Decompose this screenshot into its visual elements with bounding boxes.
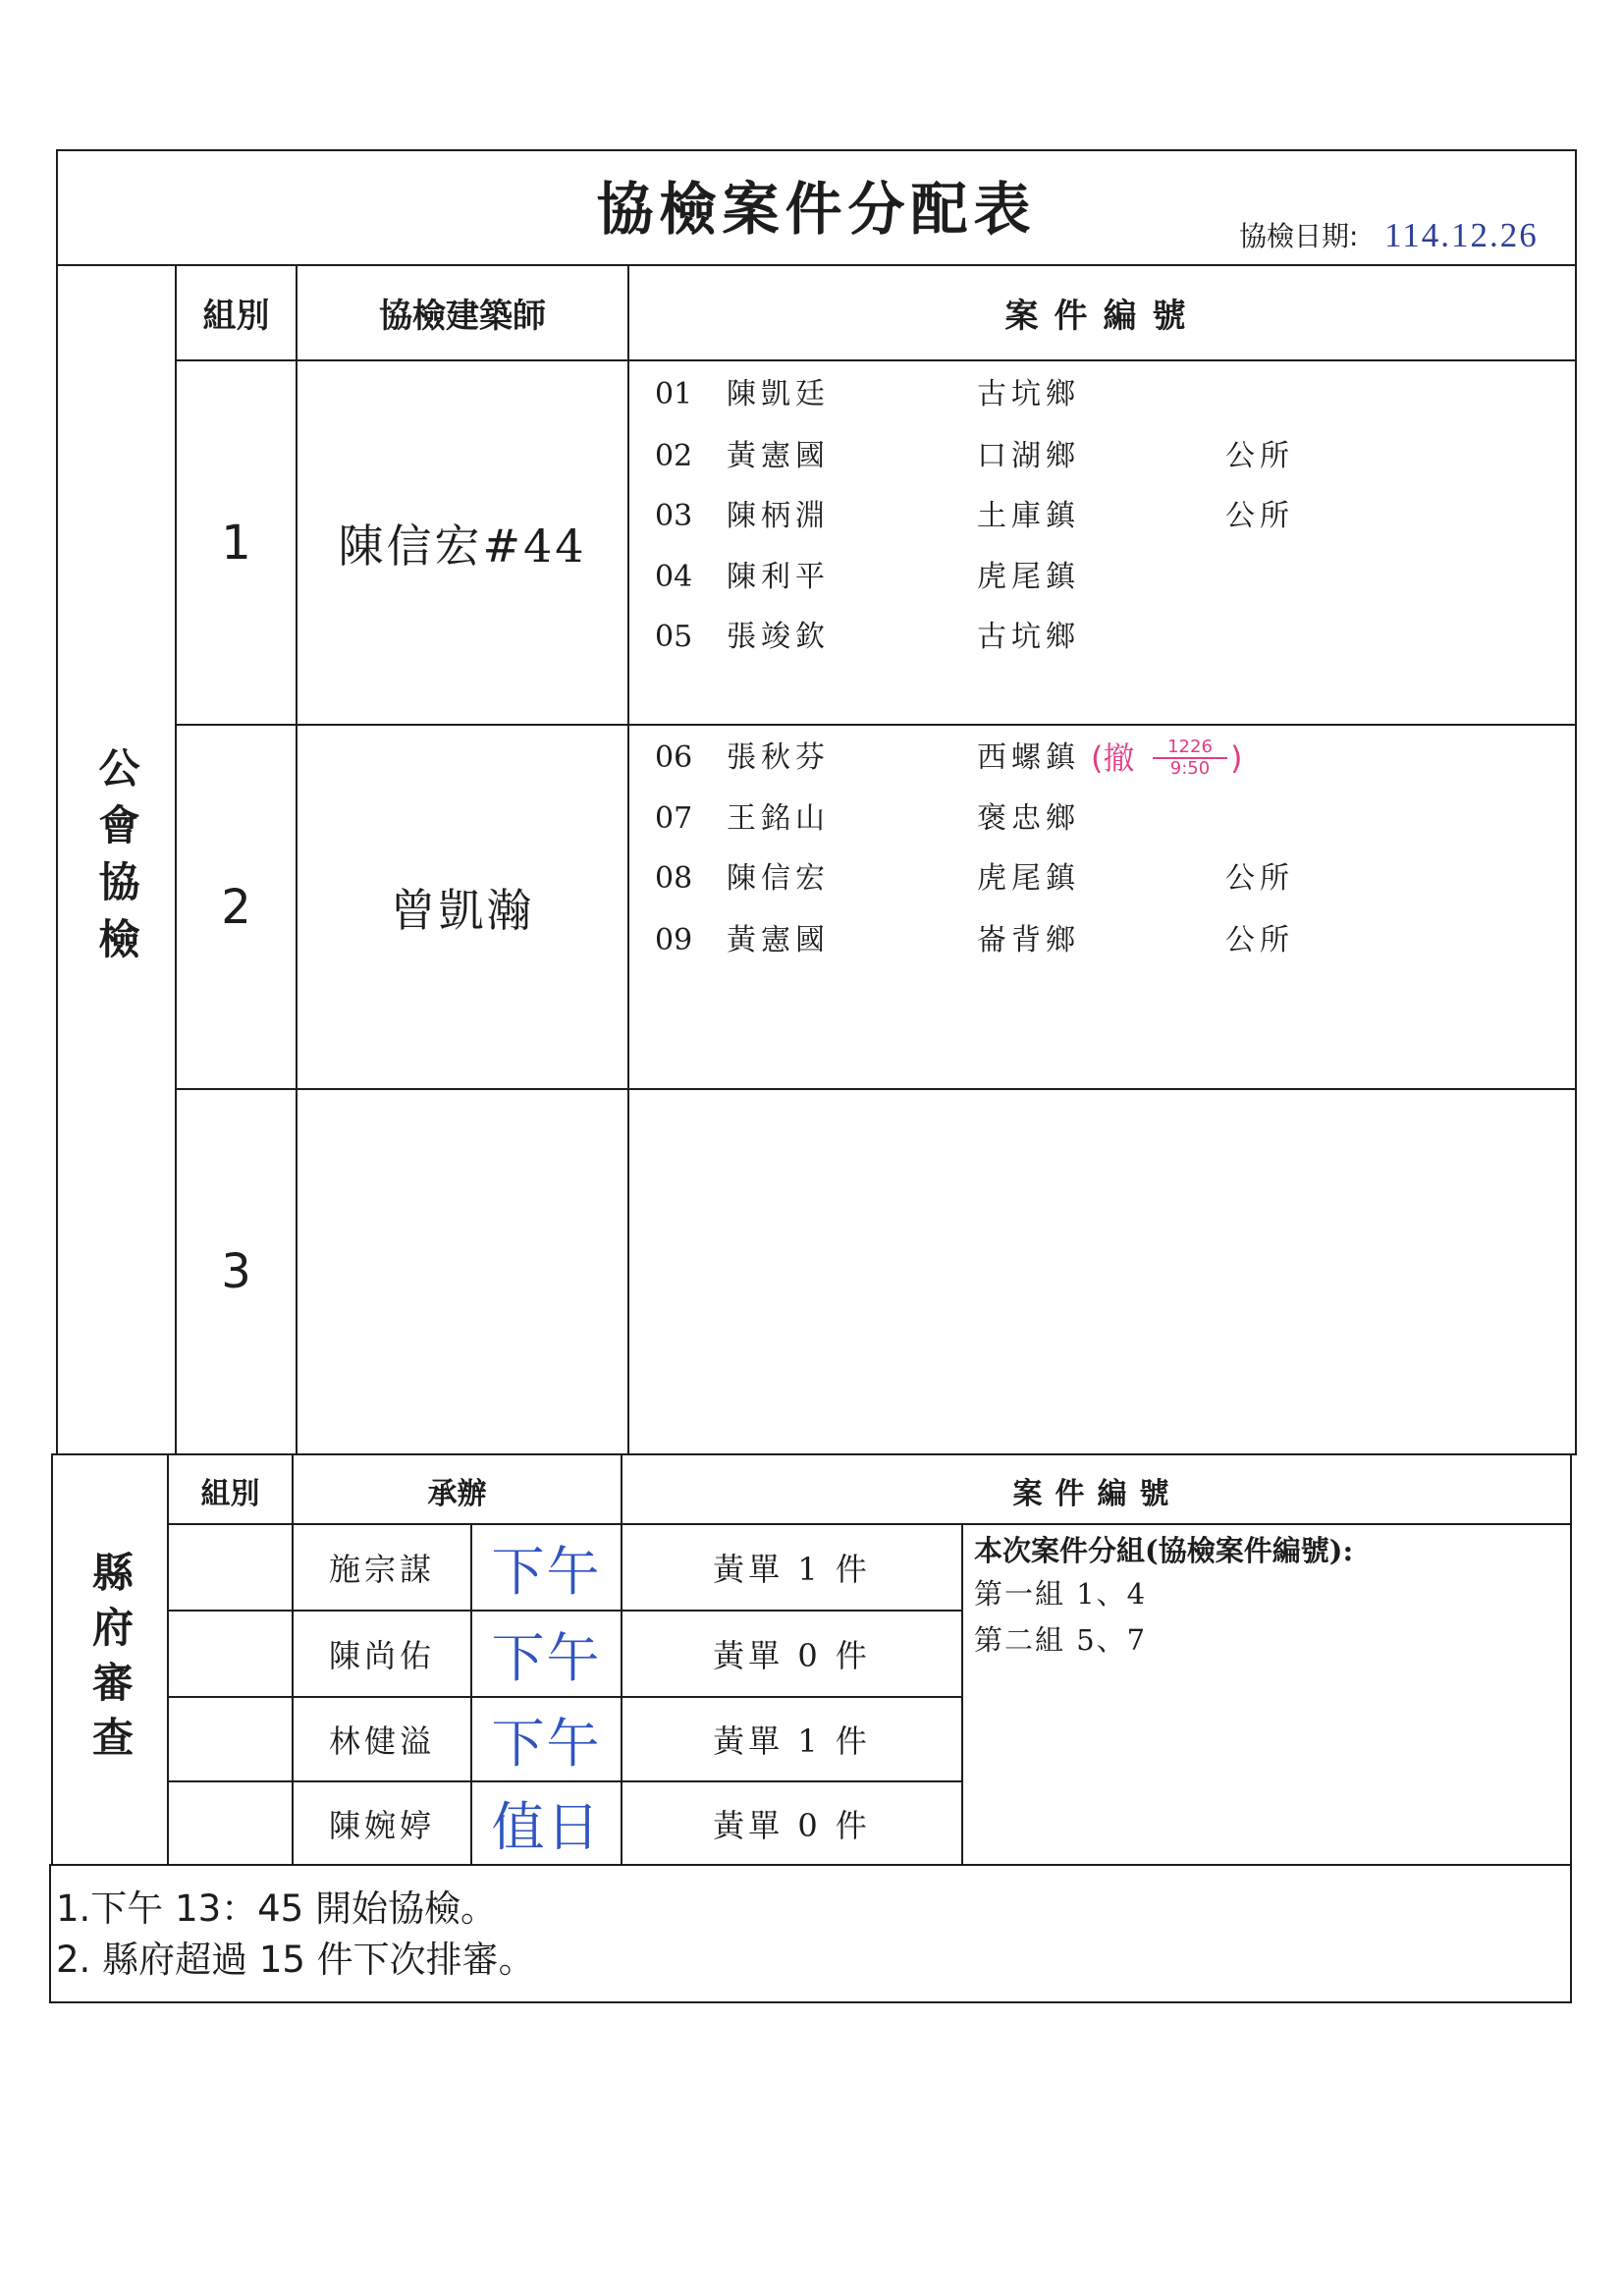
case-township: 西螺鎮	[977, 740, 1080, 775]
header-architect: 協檢建築師	[379, 297, 546, 336]
case-township: 古坑鄉	[977, 377, 1080, 411]
case-number: 08	[655, 861, 693, 896]
case-number: 09	[655, 923, 693, 957]
case-township: 褒忠鄉	[977, 801, 1080, 836]
case-applicant: 黃憲國	[727, 923, 830, 957]
inspection-date-value: 114.12.26	[1384, 216, 1539, 254]
case-note: 公所	[1225, 923, 1294, 957]
case-row	[629, 435, 1572, 478]
group-number: 2	[221, 879, 251, 935]
case-number: 02	[655, 439, 693, 473]
reviewer-shift-handwritten: 下午	[491, 1626, 602, 1689]
reviewer-shift-handwritten: 下午	[491, 1712, 602, 1775]
header-case-numbers: 案件編號	[1004, 297, 1202, 336]
case-note: 公所	[1225, 439, 1294, 473]
guild-side-label: 公會協檢	[92, 745, 141, 974]
case-township: 虎尾鎮	[977, 560, 1080, 594]
case-number: 03	[655, 499, 693, 533]
case-township: 古坑鄉	[977, 620, 1080, 654]
group-2-row-divider	[175, 1088, 1577, 1090]
county-side-label: 縣府審查	[86, 1551, 135, 1771]
reviewer-name: 陳尚佑	[328, 1637, 435, 1674]
remark-line: 1.下午 13：45 開始協檢。	[56, 1887, 497, 1930]
reviewer-shift-handwritten: 值日	[491, 1796, 602, 1858]
reviewer-shift-handwritten: 下午	[491, 1540, 602, 1603]
group-architect: 陳信宏#44	[338, 519, 587, 573]
case-applicant: 陳柄淵	[727, 499, 830, 533]
case-applicant: 黃憲國	[727, 439, 830, 473]
case-number: 07	[655, 801, 693, 836]
case-applicant: 張竣欽	[727, 620, 830, 654]
remarks-box	[49, 1864, 1572, 2003]
page-title: 協檢案件分配表	[596, 176, 1037, 243]
case-township: 口湖鄉	[977, 439, 1080, 473]
reviewer-name: 林健溢	[328, 1722, 435, 1760]
case-applicant: 陳信宏	[727, 861, 830, 896]
case-township: 虎尾鎮	[977, 861, 1080, 896]
county-side-label-cell	[53, 1457, 167, 1864]
county-slip-column-divider	[961, 1524, 963, 1866]
case-number: 04	[655, 560, 693, 594]
county-header-case-numbers: 案件編號	[1012, 1476, 1182, 1511]
inspection-date-label: 協檢日期:	[1239, 220, 1359, 252]
group-number: 1	[221, 515, 251, 571]
case-applicant: 陳利平	[727, 560, 830, 594]
reviewer-name: 施宗謀	[328, 1551, 435, 1588]
case-applicant: 張秋芬	[727, 740, 830, 775]
header-group: 組別	[202, 297, 270, 336]
case-township: 土庫鎮	[977, 499, 1080, 533]
withdrawal-note-date: 1226	[1153, 738, 1227, 759]
case-row	[629, 556, 1572, 599]
withdrawal-note-time	[1153, 738, 1227, 779]
case-number: 05	[655, 620, 693, 654]
case-grouping-line: 第一組 1、4	[974, 1577, 1148, 1611]
case-grouping-line: 第二組 5、7	[974, 1623, 1148, 1657]
case-row	[629, 797, 1572, 841]
case-note: 公所	[1225, 499, 1294, 533]
case-applicant: 陳凱廷	[727, 377, 830, 411]
county-header-group: 組別	[200, 1476, 260, 1511]
case-applicant: 王銘山	[727, 801, 830, 836]
case-note: 公所	[1225, 861, 1294, 896]
case-grouping-title: 本次案件分組(協檢案件編號):	[974, 1534, 1354, 1567]
group-architect: 曾凱瀚	[390, 883, 535, 937]
yellow-slip-count: 黃單 0 件	[713, 1637, 871, 1674]
yellow-slip-count: 黃單 1 件	[713, 1551, 871, 1588]
case-number: 06	[655, 740, 693, 775]
case-number: 01	[655, 377, 693, 411]
yellow-slip-count: 黃單 0 件	[713, 1806, 871, 1844]
case-township: 崙背鄉	[977, 923, 1080, 957]
withdrawal-note-prefix: (撤	[1091, 739, 1135, 777]
yellow-slip-count: 黃單 1 件	[713, 1722, 871, 1760]
case-row	[629, 495, 1572, 538]
group-number: 3	[221, 1244, 251, 1299]
reviewer-name: 陳婉婷	[328, 1806, 435, 1844]
remark-line: 2. 縣府超過 15 件下次排審。	[56, 1939, 535, 1981]
case-row	[629, 616, 1572, 659]
case-row	[629, 737, 1572, 780]
county-header-handler: 承辦	[427, 1476, 487, 1511]
withdrawal-note-suffix: )	[1230, 739, 1243, 777]
guild-side-label-cell	[58, 266, 175, 1453]
case-row	[629, 373, 1572, 416]
case-row	[629, 857, 1572, 901]
case-row	[629, 919, 1572, 962]
withdrawal-note-clock: 9:50	[1169, 758, 1211, 779]
